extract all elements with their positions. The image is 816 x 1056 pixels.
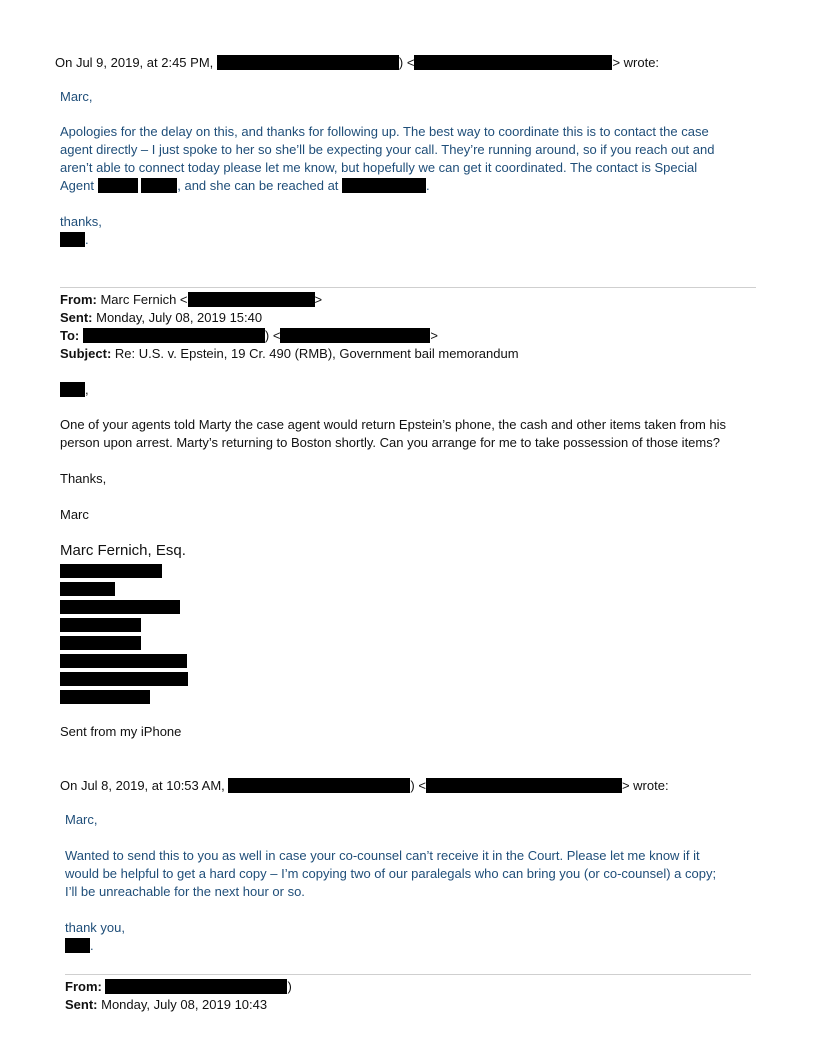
signature-dot: . bbox=[90, 938, 94, 953]
divider-rule bbox=[65, 974, 751, 975]
subject-label: Subject: bbox=[60, 346, 112, 361]
msg2-to bbox=[60, 327, 438, 345]
reply1-greeting: Marc, bbox=[60, 89, 93, 104]
reply1-header bbox=[55, 54, 659, 72]
redacted-signature-line-4 bbox=[60, 618, 141, 632]
redacted-signature-line-6 bbox=[60, 654, 187, 668]
to-end: > bbox=[430, 328, 439, 343]
reply3-signature bbox=[65, 937, 94, 955]
reply3-header-end: > wrote: bbox=[621, 778, 669, 793]
reply3-header-date: On Jul 8, 2019, at 10:53 AM, bbox=[60, 778, 225, 793]
reply1-header-date: On Jul 9, 2019, at 2:45 PM, bbox=[55, 55, 214, 70]
redacted-to-name bbox=[83, 328, 265, 343]
redacted-signature-line-3 bbox=[60, 600, 180, 614]
redacted-from-email bbox=[188, 292, 315, 307]
redacted-recipient-name bbox=[60, 382, 85, 397]
redacted-sender-name bbox=[217, 55, 399, 70]
redacted-signature-line-1 bbox=[60, 564, 162, 578]
msg2-subject bbox=[60, 345, 519, 363]
reply1-header-mid: ) < bbox=[398, 55, 415, 70]
reply1-paragraph-line-3: aren’t able to connect today please let me know, but hopefully we can get it coordinated. The contact is Special bbox=[60, 160, 698, 175]
reply1-paragraph-line-1: Apologies for the delay on this, and thanks for following up. The best way to coordinate this is to contact the case bbox=[60, 124, 709, 139]
to-mid: ) < bbox=[264, 328, 281, 343]
sent-value: Monday, July 08, 2019 10:43 bbox=[101, 997, 268, 1012]
sent-label: Sent: bbox=[60, 310, 93, 325]
reached-at-text: , and she can be reached at bbox=[177, 178, 339, 193]
redacted-signature-line-8 bbox=[60, 690, 150, 704]
from-value: Marc Fernich < bbox=[100, 292, 188, 307]
greeting-comma: , bbox=[85, 382, 89, 397]
reply3-header-mid: ) < bbox=[410, 778, 426, 793]
sent-label: Sent: bbox=[65, 997, 98, 1012]
msg2-body-line-1: One of your agents told Marty the case agent would return Epstein’s phone, the cash and other items taken from his bbox=[60, 417, 727, 432]
redacted-to-email bbox=[280, 328, 430, 343]
from-end: > bbox=[314, 292, 323, 307]
sent-value: Monday, July 08, 2019 15:40 bbox=[96, 310, 263, 325]
msg2-name: Marc bbox=[60, 507, 89, 522]
redacted-signature-line-5 bbox=[60, 636, 141, 650]
msg2-thanks: Thanks, bbox=[60, 471, 107, 486]
reply3-header bbox=[60, 777, 669, 795]
redacted-sender-email bbox=[426, 778, 622, 793]
reply3-paragraph-line-1: Wanted to send this to you as well in case your co-counsel can’t receive it in the Court. Please let me know if it bbox=[65, 848, 700, 863]
msg2-from bbox=[60, 291, 322, 309]
reply1-signoff: thanks, bbox=[60, 214, 102, 229]
period: . bbox=[426, 178, 430, 193]
sent-from-iphone: Sent from my iPhone bbox=[60, 724, 182, 739]
redacted-agent-phone bbox=[342, 178, 426, 193]
reply3-paragraph-line-3: I’ll be unreachable for the next hour or so. bbox=[65, 884, 305, 899]
reply1-paragraph-line-2: agent directly – I just spoke to her so she’ll be expecting your call. They’re running around, so if you reach out and bbox=[60, 142, 715, 157]
msg2-greeting bbox=[60, 381, 89, 399]
redacted-signature-line-2 bbox=[60, 582, 115, 596]
reply1-header-end: > wrote: bbox=[612, 55, 660, 70]
reply3-paragraph-line-2: would be helpful to get a hard copy – I’m copying two of our paralegals who can bring you (or co-counsel) a copy; bbox=[65, 866, 717, 881]
from-end: ) bbox=[287, 979, 292, 994]
agent-label: Agent bbox=[60, 178, 94, 193]
redacted-sender-name bbox=[228, 778, 410, 793]
redacted-agent-first-name bbox=[98, 178, 138, 193]
reply3-greeting: Marc, bbox=[65, 812, 98, 827]
signature-name: Marc Fernich, Esq. bbox=[60, 542, 186, 559]
msg4-from bbox=[65, 978, 292, 996]
from-label: From: bbox=[60, 292, 97, 307]
reply1-paragraph-line-4 bbox=[60, 177, 430, 195]
subject-value: Re: U.S. v. Epstein, 19 Cr. 490 (RMB), Government bail memorandum bbox=[114, 346, 519, 361]
redacted-from-name bbox=[105, 979, 287, 994]
redacted-signature bbox=[60, 232, 85, 247]
reply1-signature bbox=[60, 231, 89, 249]
signature-dot: . bbox=[85, 232, 89, 247]
divider-rule bbox=[60, 287, 756, 288]
msg2-body-line-2: person upon arrest. Marty’s returning to Boston shortly. Can you arrange for me to take possession of those items? bbox=[60, 435, 720, 450]
msg4-sent bbox=[65, 996, 267, 1014]
redacted-agent-last-name bbox=[141, 178, 177, 193]
redacted-sender-email bbox=[414, 55, 612, 70]
msg2-sent bbox=[60, 309, 262, 327]
from-label: From: bbox=[65, 979, 102, 994]
redacted-signature-line-7 bbox=[60, 672, 188, 686]
reply3-signoff: thank you, bbox=[65, 920, 125, 935]
to-label: To: bbox=[60, 328, 80, 343]
redacted-signature bbox=[65, 938, 90, 953]
